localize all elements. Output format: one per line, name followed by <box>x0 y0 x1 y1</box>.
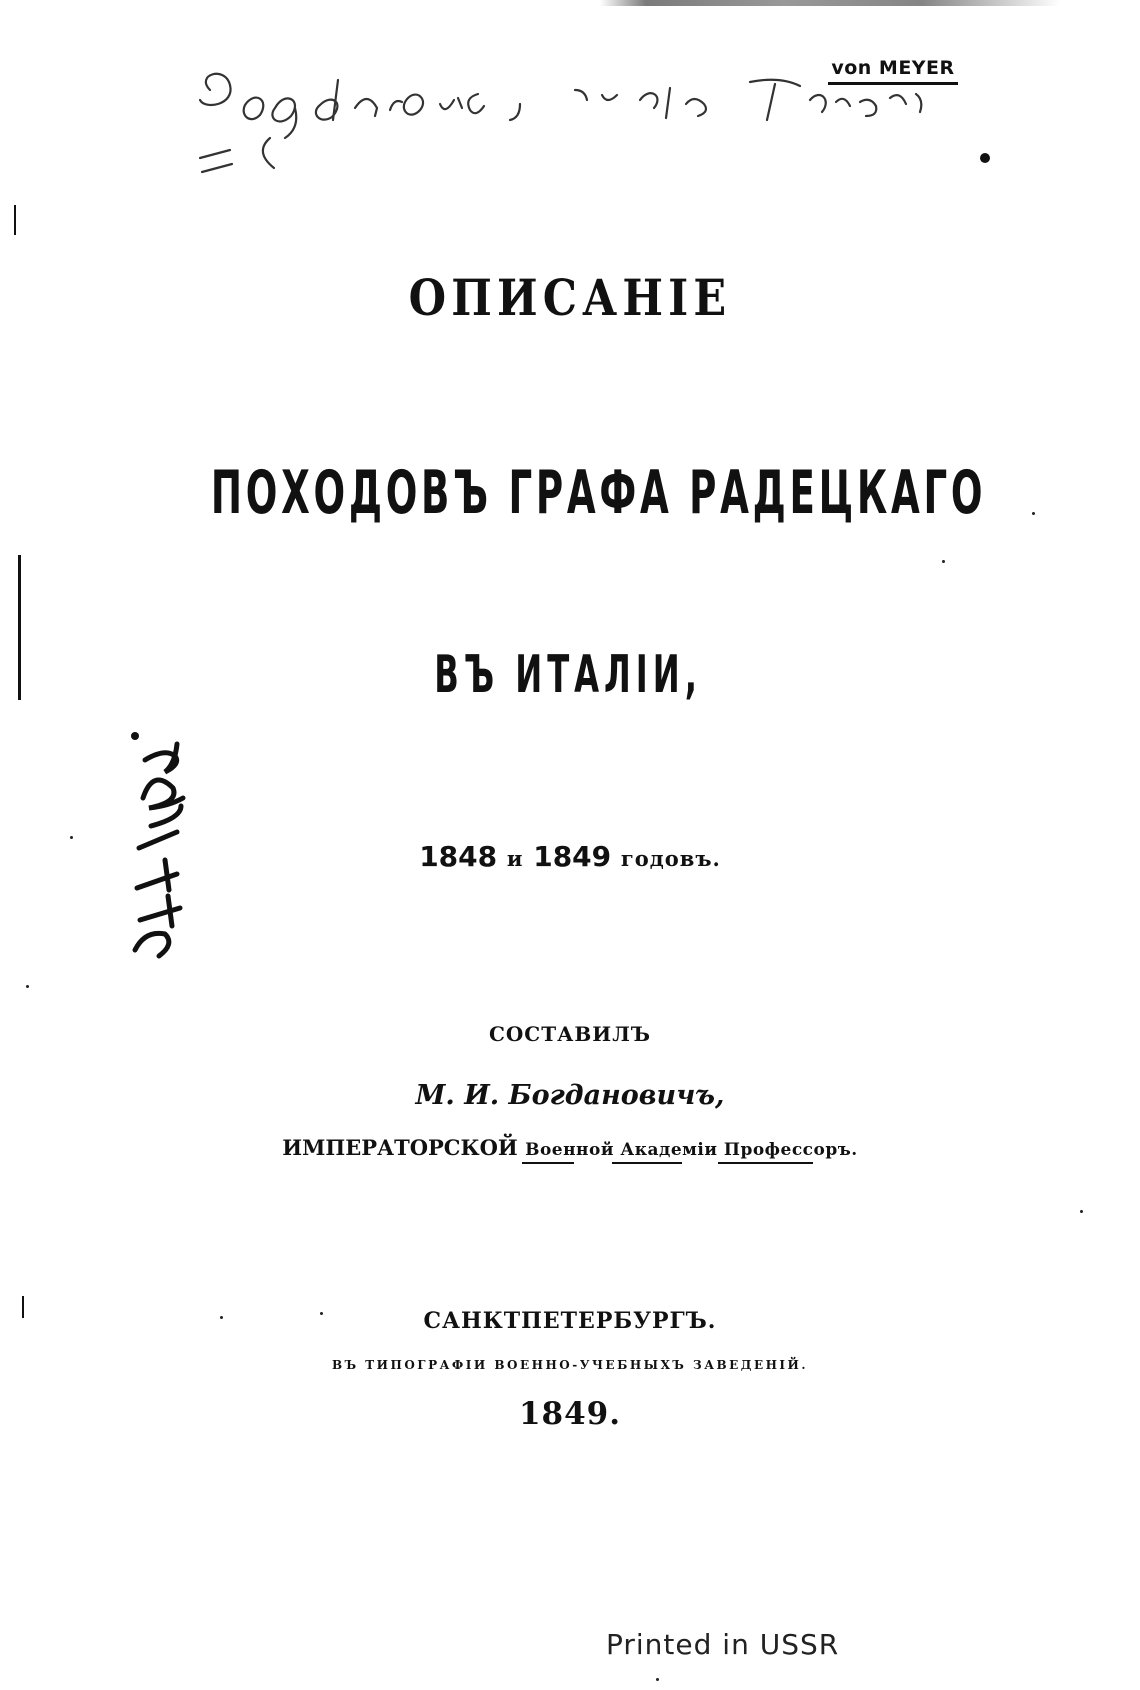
printed-in-stamp: Printed in USSR <box>606 1628 840 1661</box>
author-name: М. И. Богдановичъ, <box>415 1080 725 1111</box>
scan-speck <box>220 1316 223 1319</box>
scan-speck <box>26 985 29 988</box>
ink-underline <box>718 1162 813 1164</box>
years-conjunction: и <box>506 846 524 871</box>
ink-underline <box>522 1162 574 1164</box>
scan-speck <box>320 1312 323 1315</box>
scan-speck <box>1080 1210 1083 1213</box>
ink-underline <box>612 1162 682 1164</box>
years-line <box>0 840 1140 873</box>
year-second: 1849 <box>533 840 612 873</box>
scan-speck <box>656 1678 659 1681</box>
scan-speck <box>1032 512 1035 515</box>
scan-speck <box>70 836 73 839</box>
author-title-caps: ИМПЕРАТОРСКОЙ <box>282 1135 518 1160</box>
scan-margin-mark <box>18 555 21 700</box>
scan-edge <box>600 0 1060 6</box>
imprint-year: 1849. <box>518 1396 622 1432</box>
author-title-rest: Военной Академіи Профессоръ. <box>525 1140 858 1160</box>
imprint-printer: ВЪ ТИПОГРАФІИ ВОЕННО-УЧЕБНЫХЪ ЗАВЕДЕНІЙ. <box>331 1358 809 1372</box>
compiled-by-label: СОСТАВИЛЪ <box>488 1022 652 1046</box>
years-word: годовъ. <box>620 846 721 871</box>
title-line-3: ВЪ ИТАЛІИ, <box>434 645 702 705</box>
library-stamp: von MEYER <box>828 56 958 85</box>
author-title <box>0 1135 1140 1160</box>
title-line-2: ПОХОДОВЪ ГРАФА РАДЕЦКАГО <box>210 458 987 528</box>
title-line-1: ОПИСАНІЕ <box>408 268 732 327</box>
scan-speck <box>942 560 945 563</box>
year-first: 1848 <box>419 840 498 873</box>
imprint-city: САНКТПЕТЕРБУРГЪ. <box>423 1308 717 1334</box>
scan-margin-mark <box>14 205 16 235</box>
handwritten-note <box>190 60 1090 190</box>
